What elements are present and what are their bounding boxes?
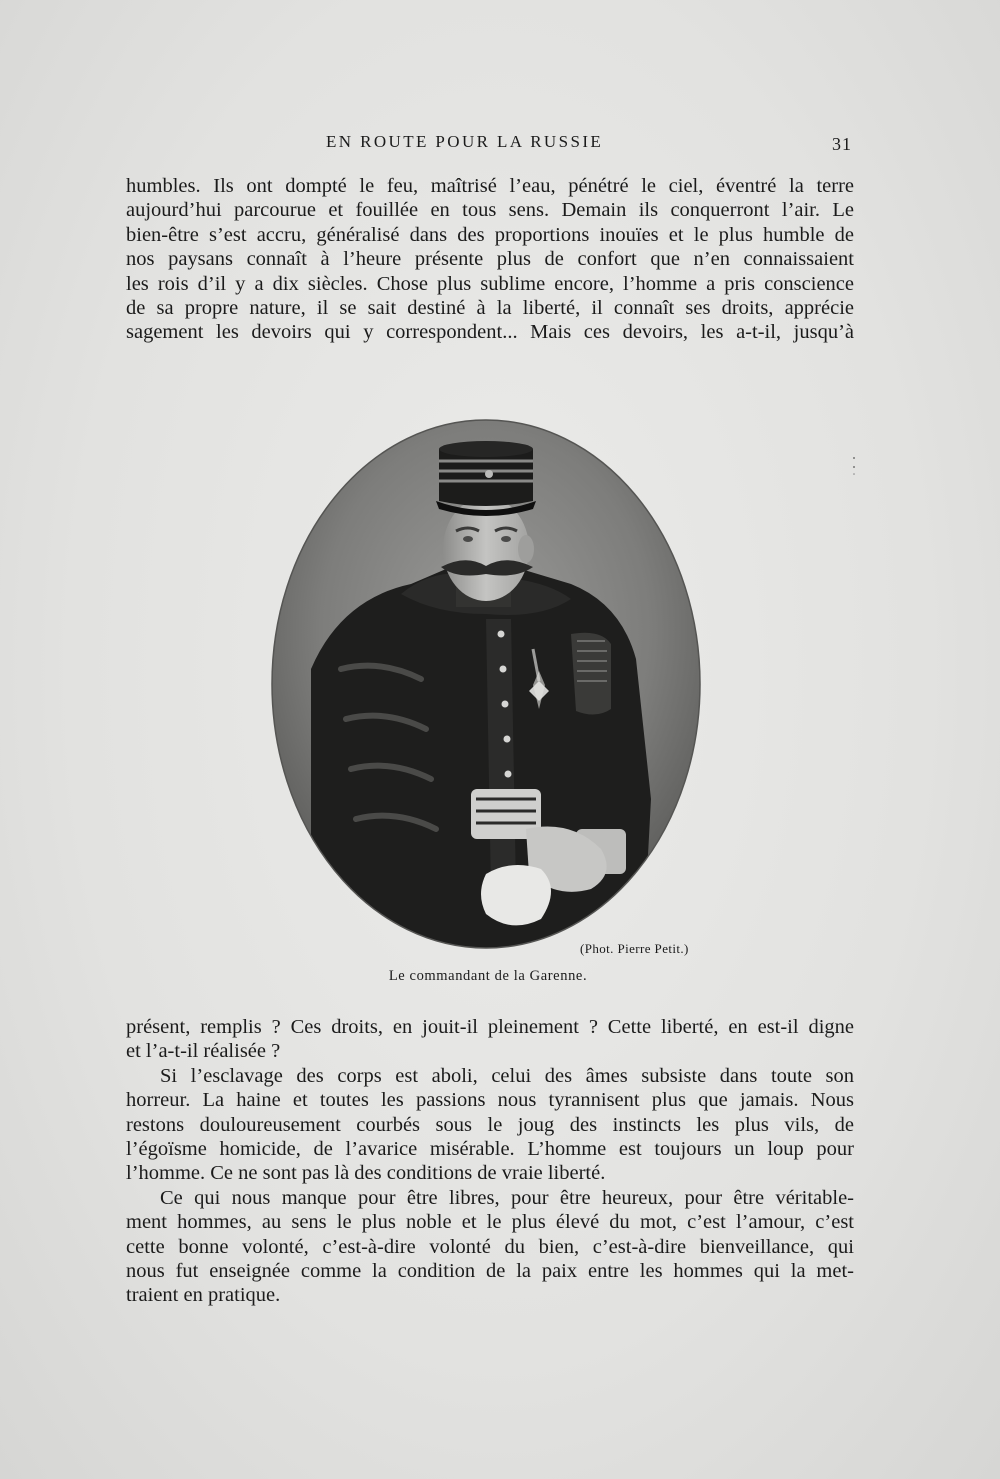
text-line: l’égoïsme homicide, de l’avarice misérable. L’homme est toujours un loup pour xyxy=(126,1138,854,1161)
photo-credit: (Phot. Pierre Petit.) xyxy=(580,941,689,956)
text-line: horreur. La haine et toutes les passions nous tyrannisent plus que jamais. Nous xyxy=(126,1089,854,1112)
margin-specks xyxy=(852,455,856,477)
running-head xyxy=(0,132,1000,156)
figure-caption xyxy=(0,968,1000,985)
text-line: et l’a-t-il réalisée ? xyxy=(126,1040,281,1063)
text-line: l’homme. Ce ne sont pas là des conditions de vraie liberté. xyxy=(126,1162,606,1185)
text-line: nous fut enseignée comme la condition de la paix entre les hommes qui la met- xyxy=(126,1260,854,1283)
bottom-text-block xyxy=(126,1015,854,1308)
page-number: 31 xyxy=(832,134,852,154)
text-line: restons douloureusement courbés sous le joug des instincts les plus vils, de xyxy=(126,1113,854,1136)
top-text-block xyxy=(126,174,854,345)
text-line: de sa propre nature, il se sait destiné à la liberté, il connaît ses droits, apprécie xyxy=(126,297,854,320)
text-line: ment hommes, au sens le plus noble et le plus élevé du mot, c’est l’amour, c’est xyxy=(126,1211,854,1234)
text-line: cette bonne volonté, c’est-à-dire volonté du bien, c’est-à-dire bienveillance, qui xyxy=(126,1235,854,1258)
text-line: aujourd’hui parcourue et fouillée en tous sens. Demain ils conquerront l’air. Le xyxy=(126,199,854,222)
running-title: EN ROUTE POUR LA RUSSIE xyxy=(326,132,604,151)
text-line: sagement les devoirs qui y correspondent... Mais ces devoirs, les a-t-il, jusqu’à xyxy=(126,321,854,344)
text-line: Si l’esclavage des corps est aboli, celui des âmes subsiste dans toute son xyxy=(160,1064,854,1087)
portrait-photograph xyxy=(271,419,701,949)
text-line: présent, remplis ? Ces droits, en jouit-il pleinement ? Cette liberté, en est-il digne xyxy=(126,1016,854,1038)
text-line: Ce qui nous manque pour être libres, pour être heureux, pour être véritable- xyxy=(160,1186,854,1209)
portrait-figure xyxy=(271,419,701,949)
text-line: les rois d’il y a dix siècles. Chose plus sublime encore, l’homme a pris conscience xyxy=(126,272,854,295)
text-line: humbles. Ils ont dompté le feu, maîtrisé l’eau, pénétré le ciel, éventré la terre xyxy=(126,175,854,197)
text-line: nos paysans connaît à l’heure présente plus de confort que n’en connaissaient xyxy=(126,248,854,271)
text-line: bien-être s’est accru, généralisé dans des proportions inouïes et le plus humble de xyxy=(126,223,854,246)
text-line: traient en pratique. xyxy=(126,1284,281,1307)
figure-caption-text: Le commandant de la Garenne. xyxy=(388,968,588,984)
